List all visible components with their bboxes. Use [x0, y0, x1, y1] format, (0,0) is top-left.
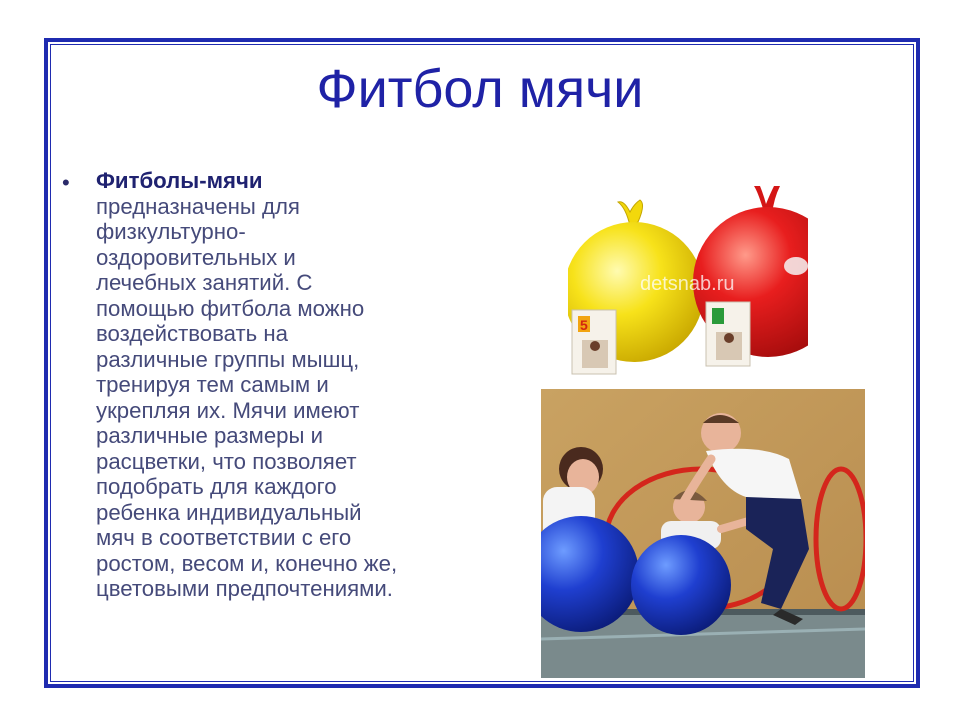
body-line: лечебных занятий. С — [96, 270, 313, 295]
body-line: подобрать для каждого — [96, 474, 337, 499]
body-line: ростом, весом и, конечно же, — [96, 550, 398, 576]
bullet-marker: • — [62, 170, 70, 195]
body-line: предназначены для — [96, 193, 300, 219]
body-line: различные размеры и — [96, 423, 323, 448]
body-line: тренируя тем самым и — [96, 372, 329, 397]
watermark-text: detsnab.ru — [640, 273, 735, 295]
body-line: различные группы мышц, — [96, 346, 360, 372]
body-line: воздействовать на — [96, 321, 288, 346]
body-line: помощью фитбола можно — [96, 295, 365, 321]
body-line: расцветки, что позволяет — [96, 448, 357, 474]
body-paragraph — [96, 168, 471, 602]
gym-fitball-photo — [541, 389, 865, 678]
body-line: физкультурно- — [96, 219, 246, 244]
hop-balls-photo — [568, 182, 808, 380]
body-line: укрепляя их. Мячи имеют — [96, 397, 360, 423]
body-line-0 — [96, 168, 471, 194]
svg-text:5: 5 — [580, 317, 588, 333]
body-line: мяч в соответствии с его — [96, 525, 352, 550]
body-line: оздоровительных и — [96, 244, 296, 270]
slide-title: Фитбол мячи — [316, 59, 644, 119]
body-line: ребенка индивидуальный — [96, 499, 362, 525]
body-line: цветовыми предпочтениями. — [96, 576, 393, 601]
lead-term: Фитболы-мячи — [96, 168, 263, 193]
